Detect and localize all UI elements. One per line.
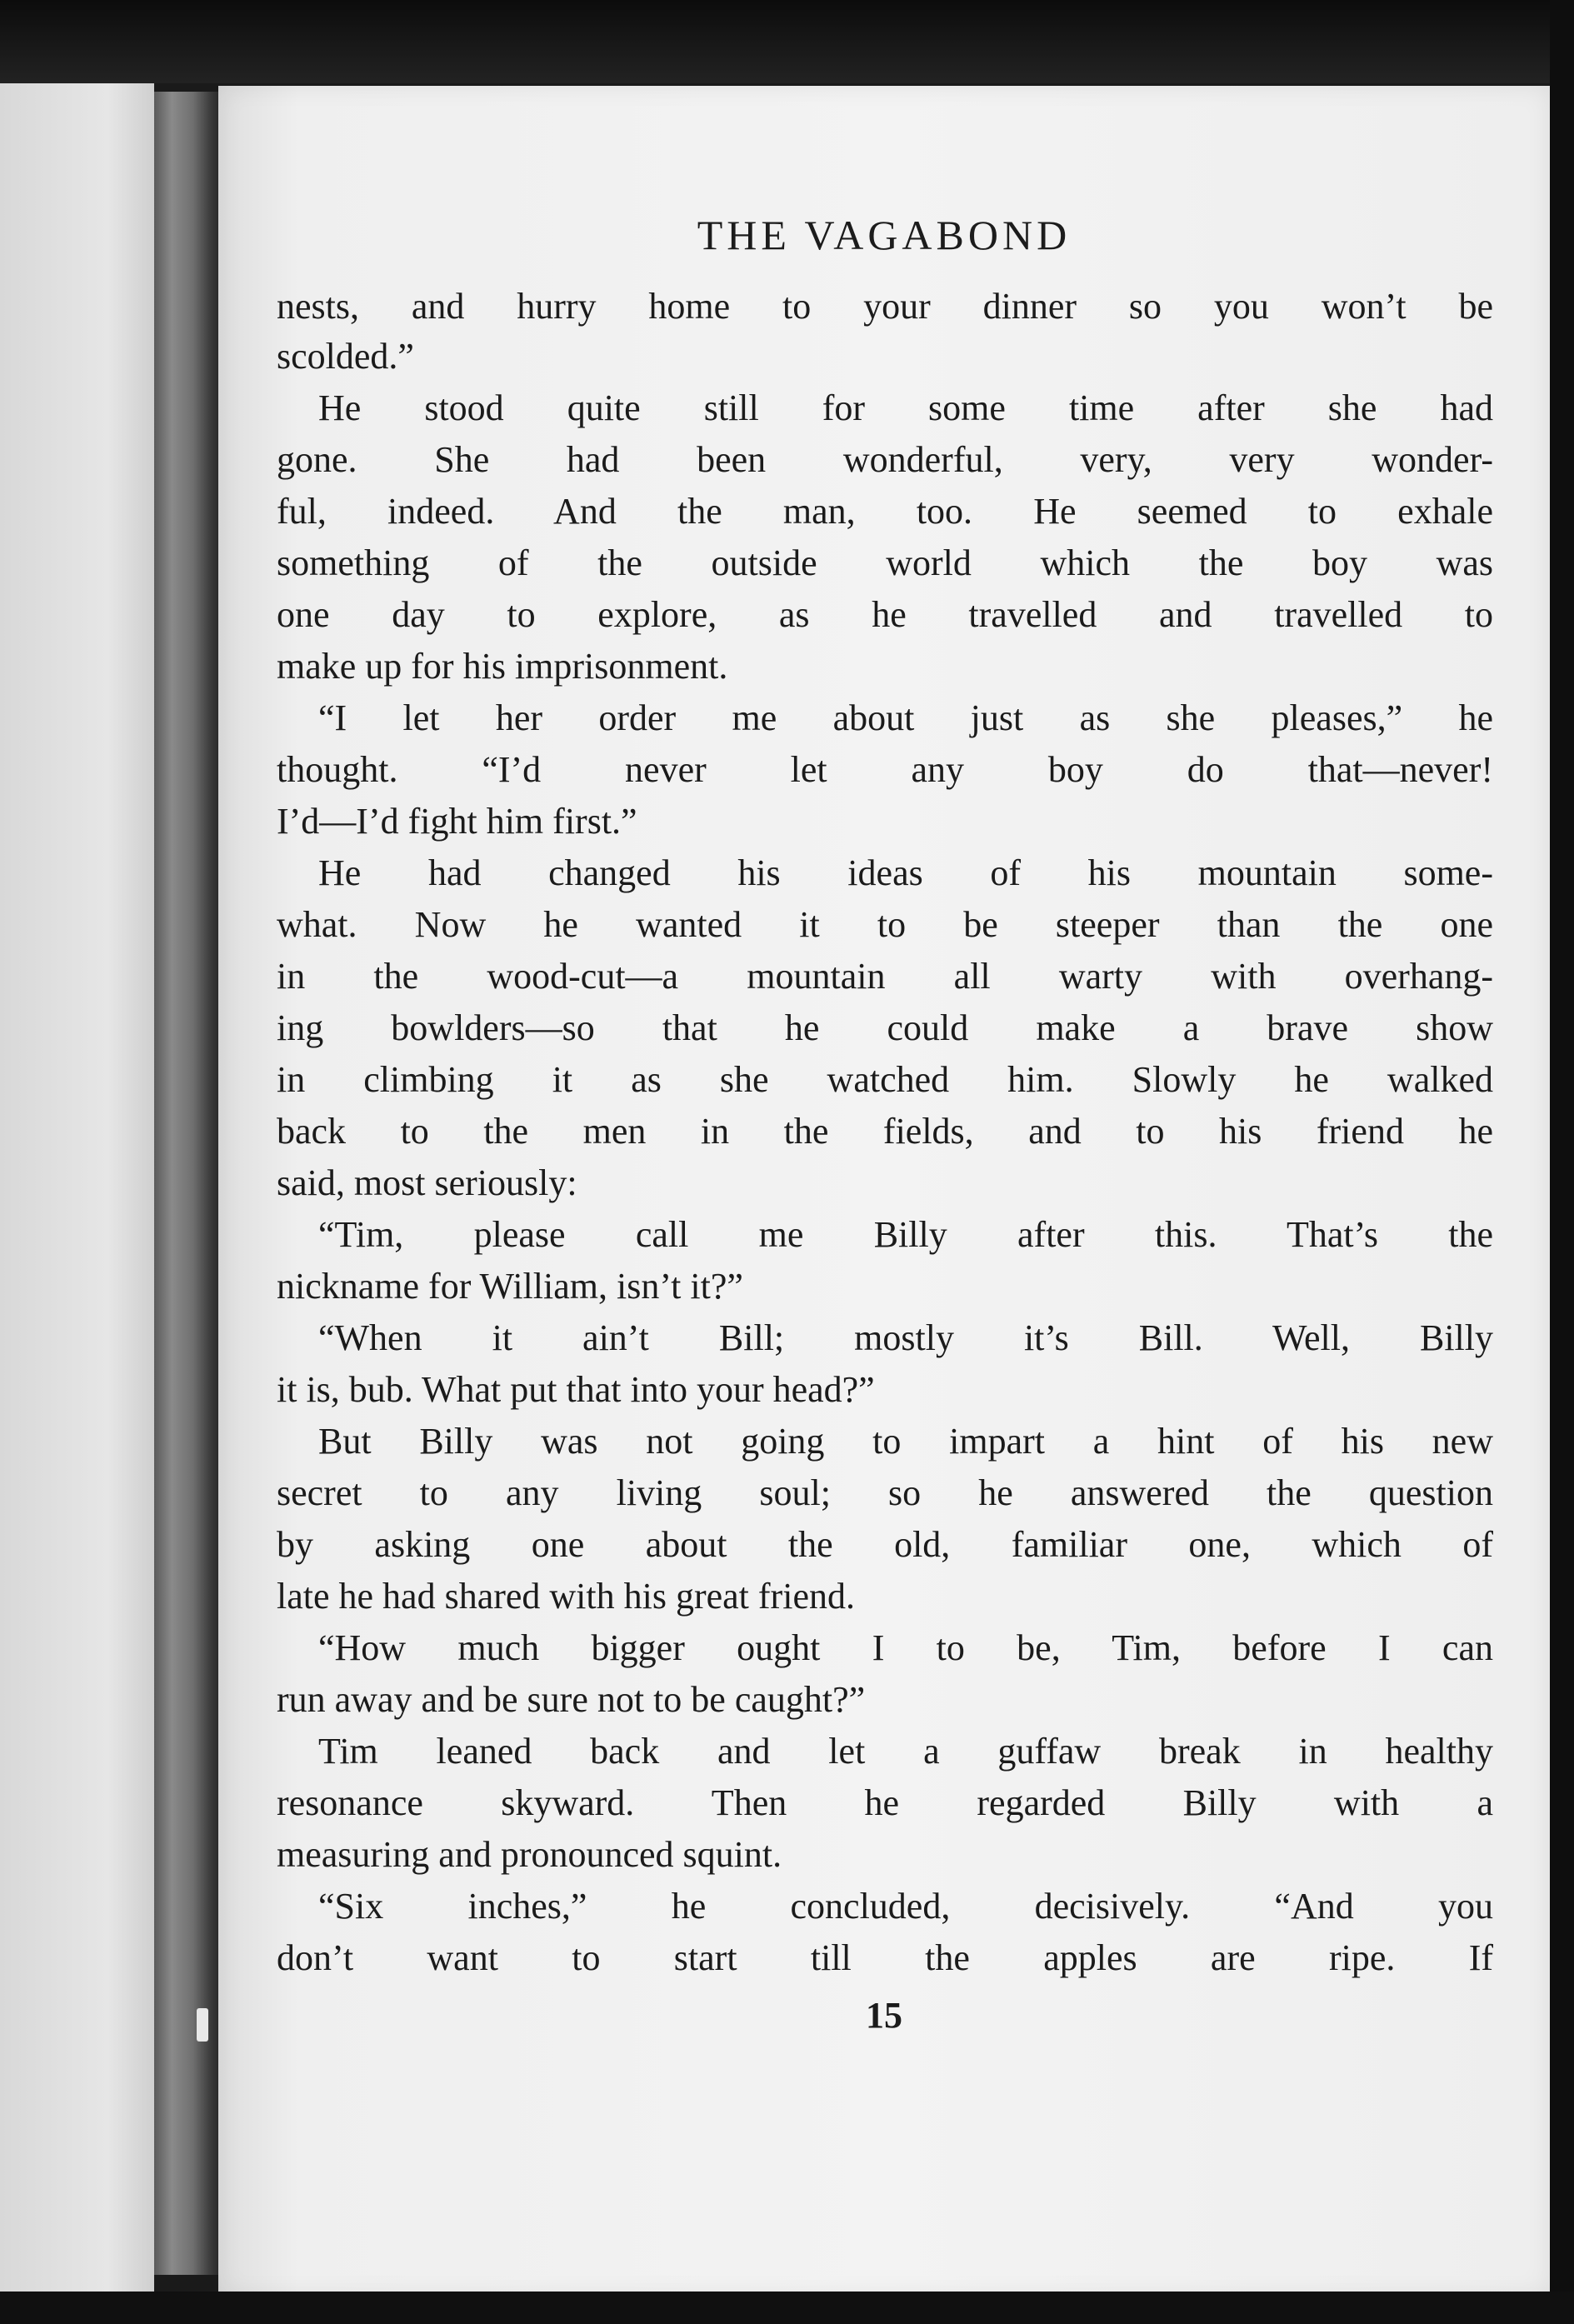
text-line: But Billy was not going to impart a hint of his new — [318, 1421, 1493, 1462]
text-line: don’t want to start till the apples are ripe. If — [277, 1937, 1493, 1978]
text-line: ful, indeed. And the man, too. He seemed to exhale — [277, 491, 1493, 532]
text-line: in climbing it as she watched him. Slowly he walked — [277, 1059, 1493, 1100]
text-line: “I let her order me about just as she pleases,” he — [318, 697, 1493, 738]
text-line: one day to explore, as he travelled and travelled to — [277, 594, 1493, 635]
text-line: He stood quite still for some time after she had — [318, 387, 1493, 428]
text-line: said, most seriously: — [277, 1162, 577, 1203]
facing-page-edge — [0, 83, 154, 2292]
text-line: ing bowlders—so that he could make a brave show — [277, 1007, 1493, 1048]
text-line: He had changed his ideas of his mountain some- — [318, 852, 1493, 893]
text-line: “Tim, please call me Billy after this. That’s the — [318, 1214, 1493, 1255]
text-line: run away and be sure not to be caught?” — [277, 1679, 866, 1720]
text-line: measuring and pronounced squint. — [277, 1834, 782, 1875]
text-line: late he had shared with his great friend. — [277, 1576, 855, 1617]
binding-gutter — [154, 92, 225, 2275]
film-border-bottom — [0, 2292, 1574, 2324]
text-line: scolded.” — [277, 336, 414, 377]
text-line: resonance skyward. Then he regarded Billy with a — [277, 1782, 1493, 1823]
text-line: in the wood-cut—a mountain all warty with overhang- — [277, 956, 1493, 997]
text-line: make up for his imprisonment. — [277, 646, 728, 687]
gutter-mark — [197, 2008, 208, 2042]
text-line: nests, and hurry home to your dinner so you won’t be — [277, 286, 1493, 327]
text-line: secret to any living soul; so he answered the question — [277, 1472, 1493, 1513]
text-line: thought. “I’d never let any boy do that—never! — [277, 749, 1493, 790]
book-page — [218, 86, 1550, 2296]
film-border-right — [1550, 0, 1574, 2324]
text-line: nickname for William, isn’t it?” — [277, 1266, 743, 1307]
film-border-top — [0, 0, 1574, 83]
running-head: THE VAGABOND — [697, 212, 1072, 258]
text-line: something of the outside world which the boy was — [277, 542, 1493, 583]
page-number: 15 — [866, 1995, 902, 2036]
text-line: back to the men in the fields, and to his friend he — [277, 1111, 1493, 1152]
text-line: Tim leaned back and let a guffaw break in healthy — [318, 1731, 1493, 1772]
text-line: gone. She had been wonderful, very, very wonder- — [277, 439, 1493, 480]
text-line: what. Now he wanted it to be steeper than the one — [277, 904, 1493, 945]
text-line: I’d—I’d fight him first.” — [277, 801, 637, 842]
text-line: “Six inches,” he concluded, decisively. “And you — [318, 1886, 1493, 1927]
text-line: it is, bub. What put that into your head?” — [277, 1369, 875, 1410]
text-line: “When it ain’t Bill; mostly it’s Bill. Well, Billy — [318, 1317, 1493, 1358]
text-line: by asking one about the old, familiar one, which of — [277, 1524, 1493, 1565]
text-line: “How much bigger ought I to be, Tim, before I can — [318, 1627, 1493, 1668]
